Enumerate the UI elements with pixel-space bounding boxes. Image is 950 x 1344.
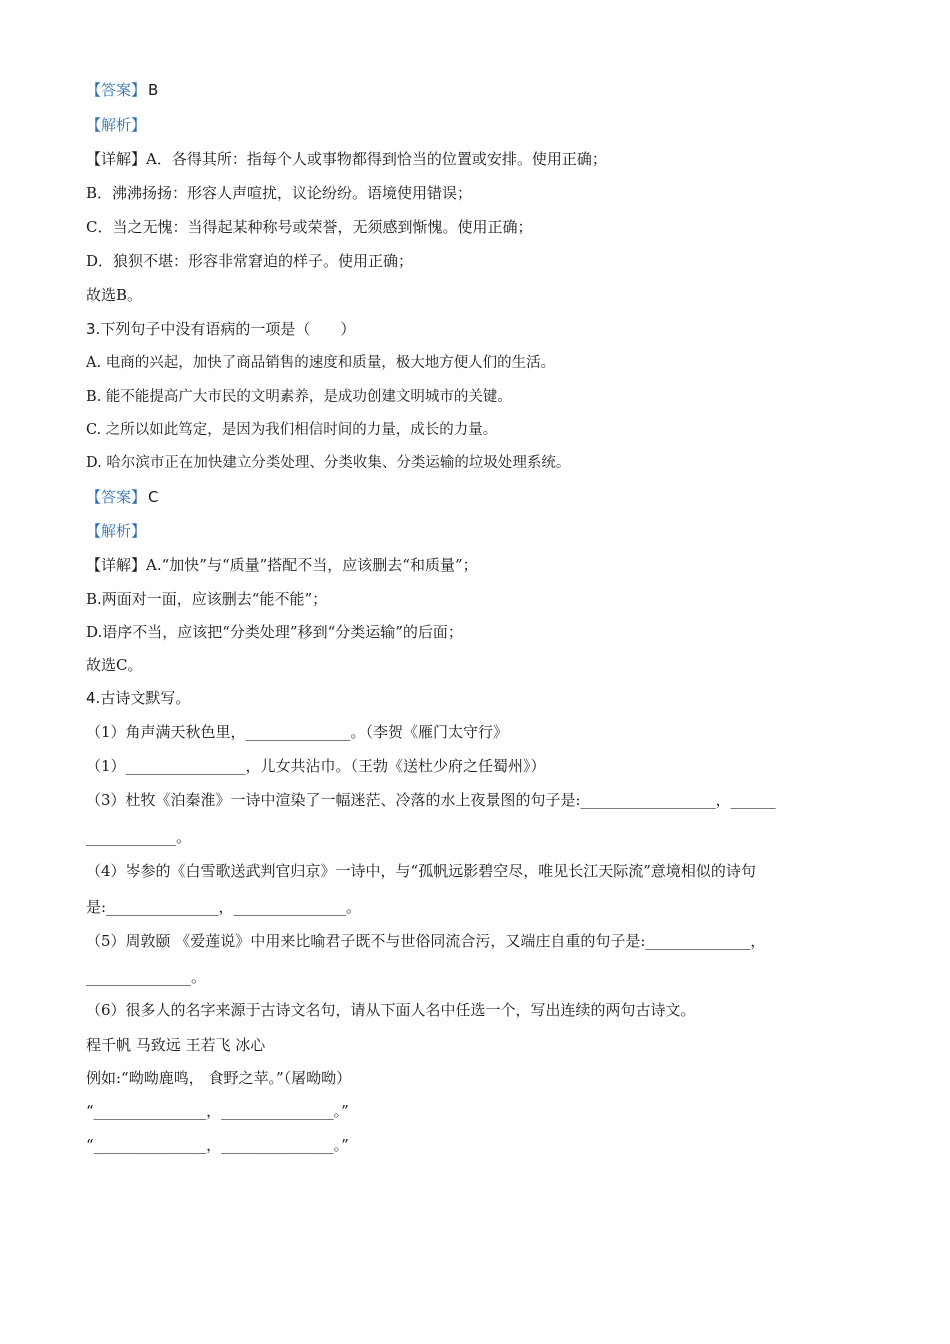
fill-blank-item: （3）杜牧《泊秦淮》一诗中渲染了一幅迷茫、冷落的水上夜景图的句子是:__________________，______: [86, 791, 776, 809]
analysis-tag: 【解析】: [86, 522, 147, 540]
detail-line: D．狼狈不堪：形容非常窘迫的样子。使用正确；: [86, 252, 414, 270]
name-list: 程千帆 马致远 王若飞 冰心: [86, 1036, 266, 1054]
answer-value: C: [148, 488, 159, 506]
answer-blank-line: “_______________，_______________。”: [86, 1136, 349, 1154]
detail-line: D.语序不当，应该把“分类处理”移到“分类运输”的后面；: [86, 623, 463, 641]
analysis-tag: 【解析】: [86, 116, 147, 134]
answer-row-q3: [86, 486, 159, 508]
answer-blank-line: “_______________，_______________。”: [86, 1102, 349, 1120]
fill-blank-item: ______________。: [86, 968, 207, 986]
detail-line: C．当之无愧：当得起某种称号或荣誉，无须感到惭愧。使用正确；: [86, 218, 533, 236]
detail-tag: 【详解】: [86, 556, 147, 574]
question-text: 下列句子中没有语病的一项是（ ）: [100, 320, 356, 338]
fill-blank-item: ____________。: [86, 828, 192, 846]
fill-blank-item: （1）角声满天秋色里，______________。（李贺《雁门太守行》: [86, 723, 509, 741]
fill-blank-item: 是:_______________，_______________。: [86, 898, 362, 916]
question-number: 3.: [86, 320, 101, 338]
answer-value: B: [148, 81, 159, 99]
conclusion-line: 故选B。: [86, 286, 143, 304]
question-text: 古诗文默写。: [100, 689, 191, 707]
option-c: C. 之所以如此笃定，是因为我们相信时间的力量，成长的力量。: [86, 422, 498, 438]
example-line: 例如:“呦呦鹿鸣， 食野之苹。”（屠呦呦）: [86, 1069, 352, 1087]
detail-line: [86, 554, 478, 576]
conclusion-line: 故选C。: [86, 656, 143, 674]
option-b: B. 能不能提高广大市民的文明素养，是成功创建文明城市的关键。: [86, 389, 512, 405]
fill-blank-item: （6）很多人的名字来源于古诗文名句，请从下面人名中任选一个，写出连续的两句古诗文。: [86, 1001, 696, 1019]
detail-line: [86, 148, 607, 170]
fill-blank-item: （1）________________，儿女共沾巾。（王勃《送杜少府之任蜀州》）: [86, 757, 546, 775]
option-a: A. 电商的兴起，加快了商品销售的速度和质量，极大地方便人们的生活。: [86, 355, 556, 371]
question-stem: [86, 687, 190, 709]
detail-text: A.“加快”与“质量”搭配不当，应该删去“和质量”；: [146, 556, 478, 574]
question-number: 4.: [86, 689, 101, 707]
answer-row-q2: [86, 79, 158, 101]
answer-tag: 【答案】: [86, 81, 147, 99]
detail-text: A．各得其所：指每个人或事物都得到恰当的位置或安排。使用正确；: [146, 150, 607, 168]
fill-blank-item: （5）周敦颐 《爱莲说》中用来比喻君子既不与世俗同流合污，又端庄自重的句子是:______________，: [86, 932, 766, 950]
fill-blank-item: （4）岑参的《白雪歌送武判官归京》一诗中，与“孤帆远影碧空尽，唯见长江天际流”意境相似的诗句: [86, 862, 756, 880]
detail-line: B.两面对一面，应该删去“能不能”；: [86, 590, 328, 608]
question-stem: [86, 318, 355, 340]
option-d: D. 哈尔滨市正在加快建立分类处理、分类收集、分类运输的垃圾处理系统。: [86, 455, 571, 471]
detail-tag: 【详解】: [86, 150, 147, 168]
answer-tag: 【答案】: [86, 488, 147, 506]
detail-line: B．沸沸扬扬：形容人声喧扰，议论纷纷。语境使用错误；: [86, 184, 473, 202]
